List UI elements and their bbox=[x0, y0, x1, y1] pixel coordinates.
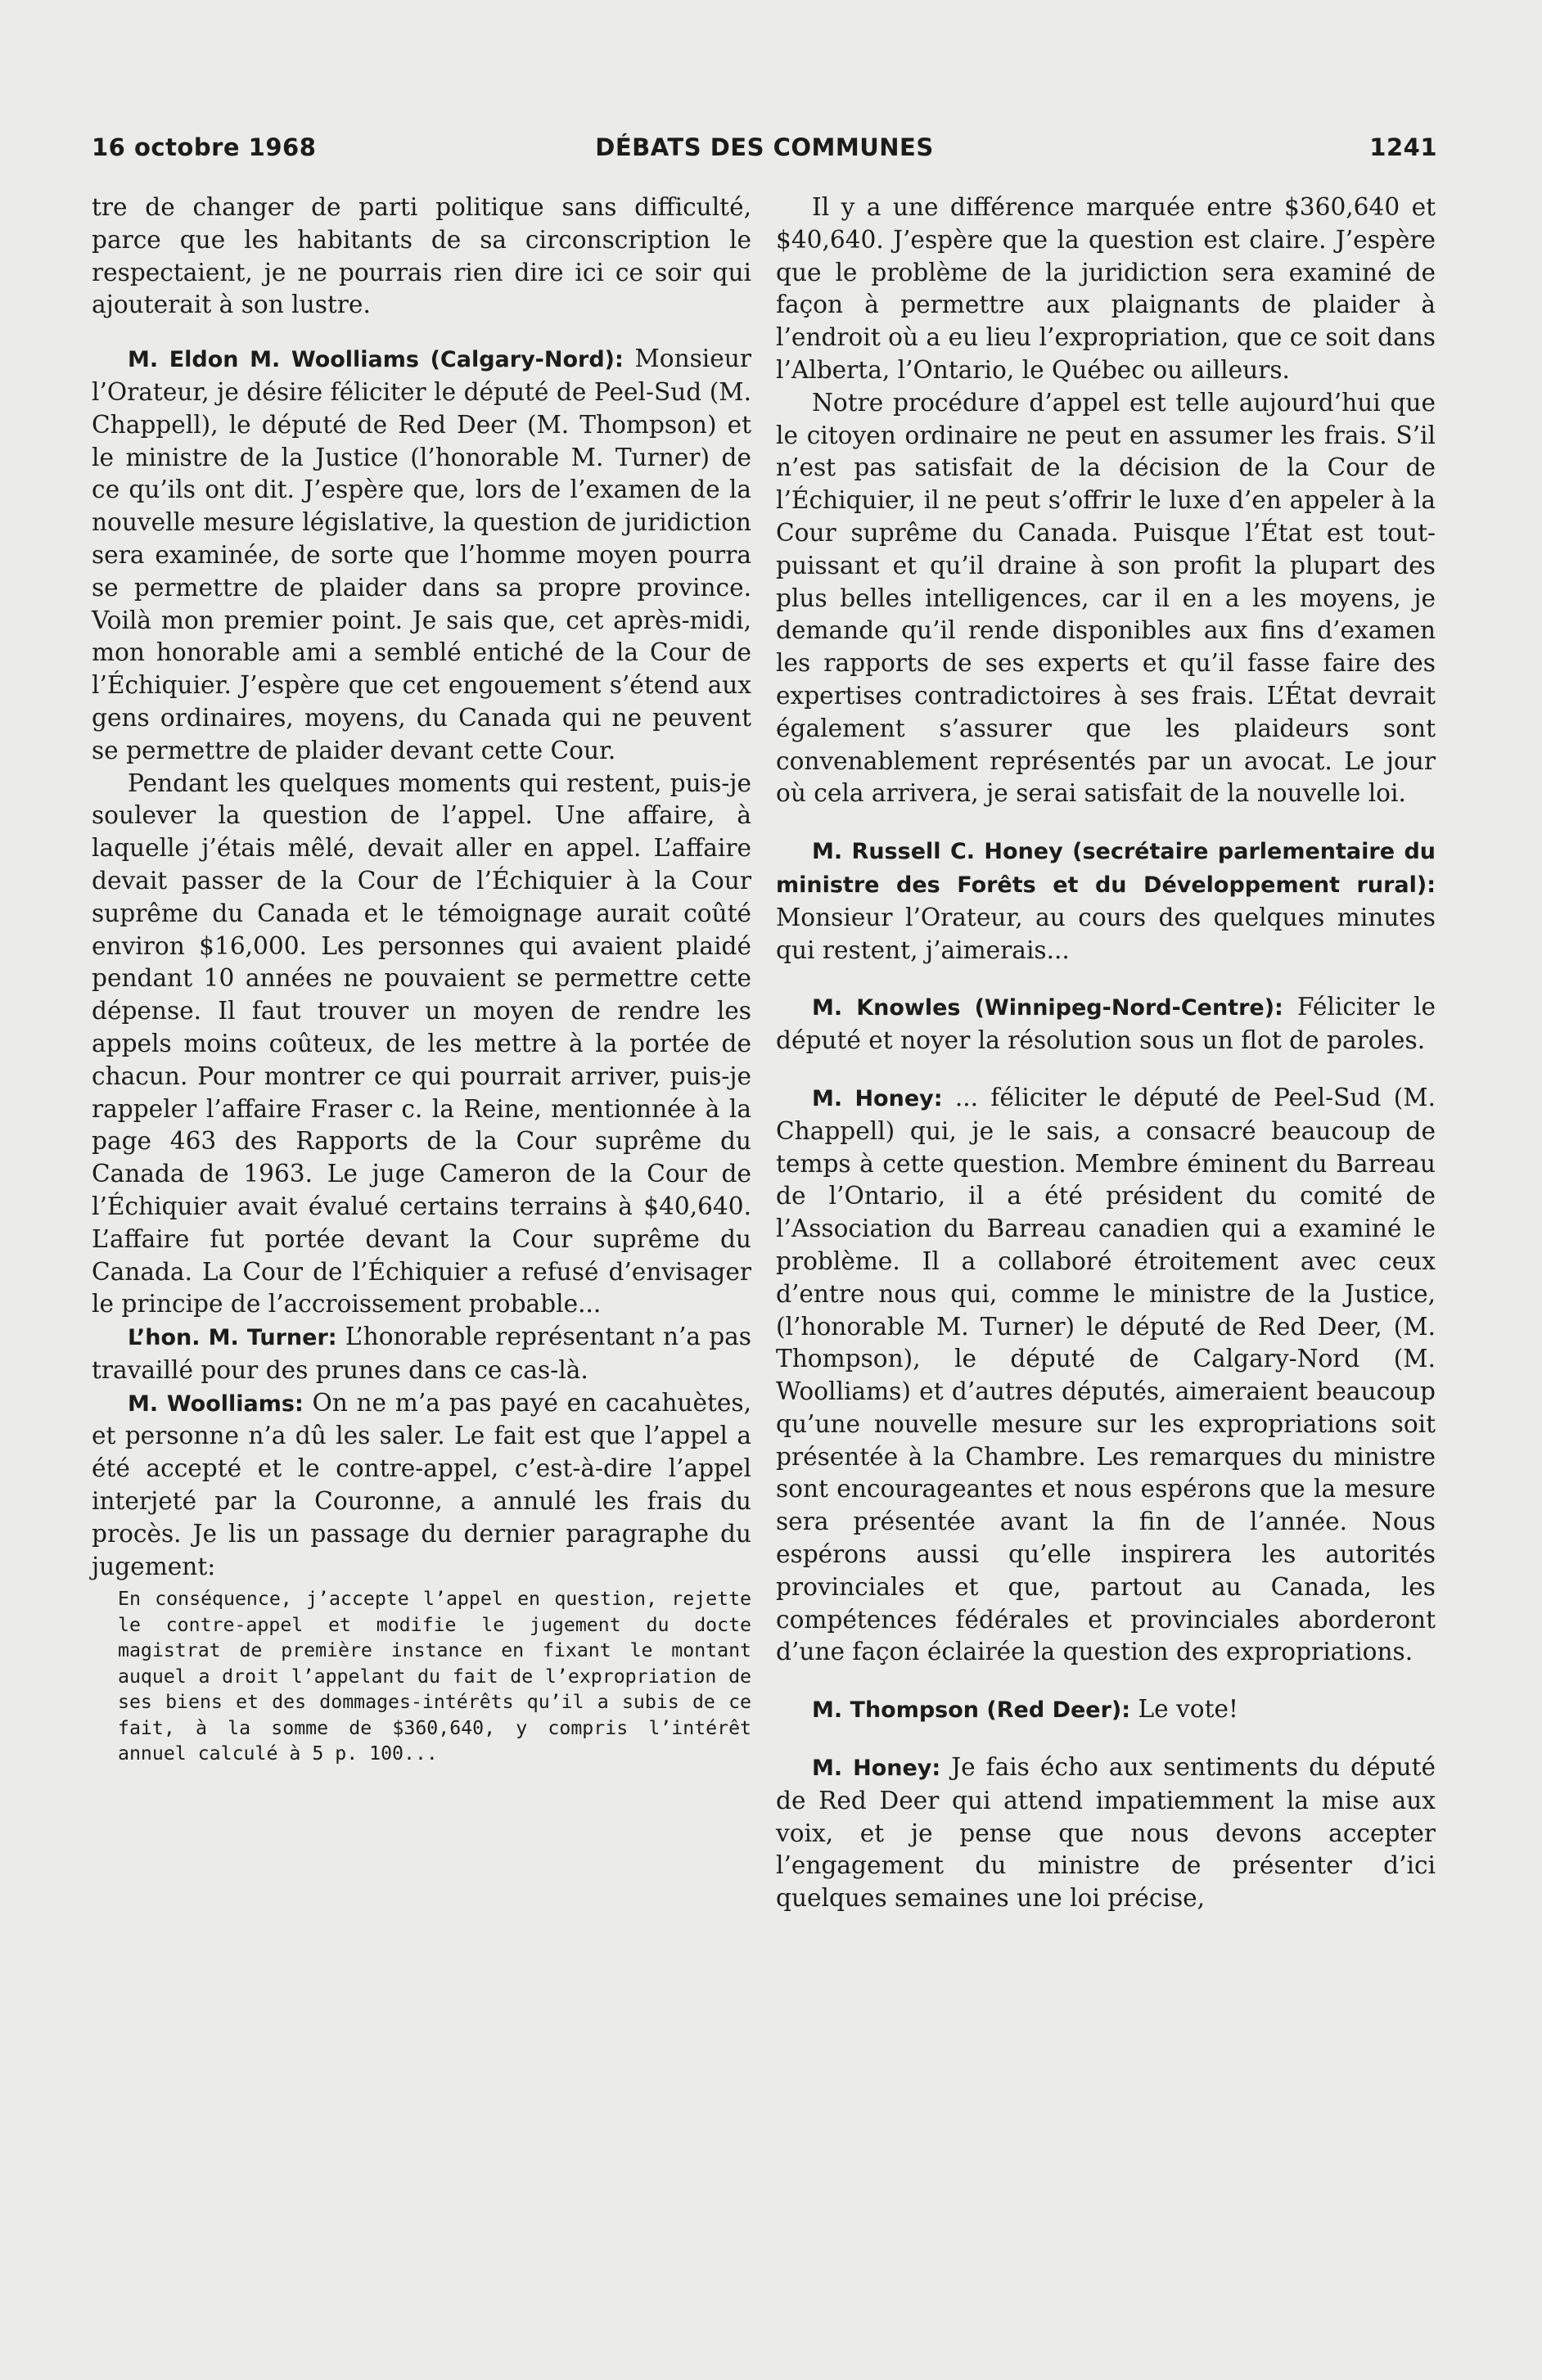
speech-text: Monsieur l’Orateur, au cours des quelques minutes qui restent, j’aimerais... bbox=[776, 903, 1436, 964]
paragraph: Pendant les quelques moments qui restent, puis-je soulever la question de l’appel. Une affaire, à laquelle j’étais mêlé, devait aller en appel. L’affaire devait passer de la Cour de l’Échiquier à la Cour suprême du Canada et le témoignage aurait coûté environ $16,000. Les personnes qui avaient plaidé pendant 10 années ne pouvaient se permettre cette dépense. Il faut trouver un moyen de rendre les appels moins coûteux, de les mettre à la portée de chacun. Pour montrer ce qui pourrait arriver, puis-je rappeler l’affaire Fraser c. la Reine, mentionnée à la page 463 des Rapports de la Cour suprême du Canada de 1963. Le juge Cameron de la Cour de l’Échiquier avait évalué certains terrains à $40,640. L’affaire fut portée devant la Cour suprême du Canada. La Cour de l’Échiquier a refusé d’envisager le principe de l’accroissement probable... bbox=[92, 769, 751, 1318]
speech-honey bbox=[776, 835, 1436, 967]
speaker-name: M. Knowles (Winnipeg-Nord-Centre): bbox=[812, 995, 1283, 1021]
speaker-name: M. Woolliams: bbox=[128, 1391, 304, 1417]
speech-text: On ne m’a pas payé en cacahuètes, et personne n’a dû les saler. Le fait est que l’appel a été accepté et le contre-appel, c’est-à-dire l’appel interjeté par la Couronne, a annulé les frais du procès. Je lis un passage du dernier paragraphe du jugement: bbox=[92, 1388, 752, 1580]
left-column bbox=[92, 192, 751, 1767]
judgment-quote: En conséquence, j’accepte l’appel en question, rejette le contre-appel et modifie le jugement du docte magistrat de première instance en fixant le montant auquel a droit l’appelant du fait de l’expropriation de ses biens et des dommages-intérêts qu’il a subis de ce fait, à la somme de $360,640, y compris l’intérêt annuel calculé à 5 p. 100... bbox=[118, 1588, 751, 1765]
speech-thompson bbox=[776, 1693, 1436, 1727]
speaker-name: M. Honey: bbox=[812, 1756, 941, 1782]
speech-text: Je fais écho aux sentiments du député de Red Deer qui attend impatiemment la mise aux voix, et je pense que nous devons accepter l’engagement du ministre de présenter d’ici quelques semaines une loi précise, bbox=[776, 1753, 1436, 1913]
speech-knowles bbox=[776, 991, 1436, 1057]
speaker-name: M. Russell C. Honey (secrétaire parlementaire du ministre des Forêts et du Développement rural): bbox=[776, 839, 1436, 898]
paragraph: Il y a une différence marquée entre $360,640 et $40,640. J’espère que la question est claire. J’espère que le problème de la juridiction sera examiné de façon à permettre aux plaignants de plaider à l’endroit où a eu lieu l’expropriation, que ce soit dans l’Alberta, l’Ontario, le Québec ou ailleurs. bbox=[776, 193, 1436, 384]
paragraph: tre de changer de parti politique sans difficulté, parce que les habitants de sa circonscription le respectaient, je ne pourrais rien dire ici ce soir qui ajouterait à son lustre. bbox=[92, 193, 751, 319]
speech-text: L’honorable représentant n’a pas travaillé pour des prunes dans ce cas-là. bbox=[92, 1323, 751, 1384]
speech-woolliams bbox=[92, 343, 751, 767]
speaker-name: M. Honey: bbox=[812, 1085, 943, 1111]
speech-text: Monsieur l’Orateur, je désire féliciter le député de Peel-Sud (M. Chappell), le député de Red Deer (M. Thompson) et le ministre de la Justice (l’honorable M. Turner) de ce qu’ils ont dit. J’espère que, lors de l’examen de la nouvelle mesure législative, la question de juridiction sera examinée, de sorte que l’homme moyen pourra se permettre de plaider dans sa propre province. Voilà mon premier point. Je sais que, cet après-midi, mon honorable ami a semblé entiché de la Cour de l’Échiquier. J’espère que cet engouement s’étend aux gens ordinaires, moyens, du Canada qui ne peuvent se permettre de plaider devant cette Cour. bbox=[92, 345, 751, 764]
speech-text: Le vote! bbox=[1130, 1695, 1238, 1724]
header-title: DÉBATS DES COMMUNES bbox=[595, 133, 934, 161]
speech-text: Féliciter le député et noyer la résolution sous un flot de paroles. bbox=[776, 993, 1436, 1055]
header-date: 16 octobre 1968 bbox=[92, 133, 317, 161]
speech-text: ... féliciter le député de Peel-Sud (M. Chappell) qui, je le sais, a consacré beaucoup de temps à cette question. Membre éminent du Barreau de l’Ontario, il a été président du comité de l’Association du Barreau canadien qui a examiné le problème. Il a collaboré étroitement avec ceux d’entre nous qui, comme le ministre de la Justice, (l’honorable M. Turner) le député de Red Deer, (M. Thompson), le député de Calgary-Nord (M. Woolliams) et d’autres députés, aimeraient beaucoup qu’une nouvelle mesure sur les expropriations soit présentée à la Chambre. Les remarques du ministre sont encourageantes et nous espérons que la mesure sera présentée avant la fin de l’année. Nous espérons aussi qu’elle inspirera les autorités provinciales et que, partout au Canada, les compétences fédérales et provinciales aborderont d’une façon éclairée la question des expropriations. bbox=[776, 1083, 1436, 1666]
speaker-name: L’hon. M. Turner: bbox=[128, 1325, 337, 1351]
speech-honey-2 bbox=[776, 1082, 1436, 1669]
speaker-name: M. Eldon M. Woolliams (Calgary-Nord): bbox=[128, 347, 624, 373]
speaker-name: M. Thompson (Red Deer): bbox=[812, 1697, 1131, 1724]
speech-honey-3 bbox=[776, 1751, 1436, 1915]
speech-turner bbox=[92, 1321, 751, 1387]
page-number: 1241 bbox=[1369, 133, 1437, 161]
right-column bbox=[776, 192, 1436, 1915]
running-header bbox=[92, 133, 1437, 171]
speech-woolliams-2 bbox=[92, 1387, 751, 1584]
paragraph: Notre procédure d’appel est telle aujourd’hui que le citoyen ordinaire ne peut en assumer les frais. S’il n’est pas satisfait de la décision de la Cour de l’Échiquier, il ne peut s’offrir le luxe d’en appeler à la Cour suprême du Canada. Puisque l’État est tout-puissant et qu’il draine à son profit la plupart des plus belles intelligences, car il en a les moyens, je demande qu’il rende disponibles aux fins d’examen les rapports de ses experts et qu’il fasse faire des expertises contradictoires à ses frais. L’État devrait également s’assurer que les plaideurs sont convenablement représentés par un avocat. Le jour où cela arrivera, je serai satisfait de la nouvelle loi. bbox=[776, 388, 1436, 808]
